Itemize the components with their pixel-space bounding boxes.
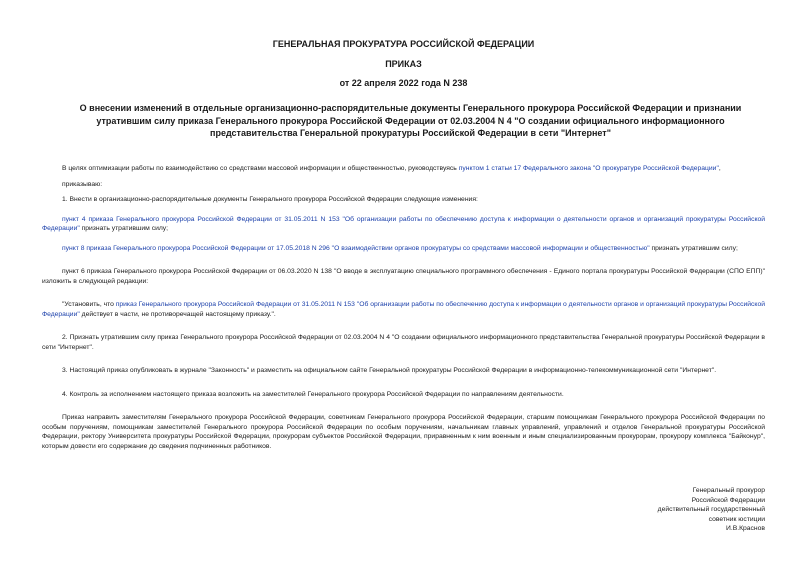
item-3-paragraph: 3. Настоящий приказ опубликовать в журнале "Законность" и разместить на официальном сайте Генеральной прокуратуры Российской Федерации в информационно-телекоммуникационной сети "Интернет". (62, 367, 717, 374)
item-1-1-paragraph (42, 215, 765, 234)
signature-name: И.В.Краснов (726, 525, 765, 533)
item-4-paragraph: 4. Контроль за исполнением настоящего приказа возложить на заместителей Генерального прокурора Российской Федерации по направлениям деятельности. (62, 390, 564, 398)
preamble-text-end: , (718, 165, 721, 172)
document-body (42, 164, 765, 451)
signature-country: Российской Федерации (691, 496, 765, 504)
item-1-3-quote-end: действует в части, не противоречащей настоящему приказу.". (79, 310, 276, 318)
item-1-2-text: признать утратившим силу; (649, 244, 738, 252)
signature-rank-line1: действительный государственный (657, 506, 765, 514)
preamble-text: В целях оптимизации работы по взаимодействию со средствами массовой информации и общественностью, руководствуясь (62, 165, 459, 172)
document-date-number: от 22 апреля 2022 года N 238 (339, 78, 468, 88)
item-1-1-text: признать утратившим силу; (79, 225, 169, 232)
preamble-paragraph (42, 164, 765, 174)
organization-heading: ГЕНЕРАЛЬНАЯ ПРОКУРАТУРА РОССИЙСКОЙ ФЕДЕРАЦИИ (272, 39, 535, 49)
order-153-point-4-link[interactable]: пункт 4 приказа Генерального прокурора Российской Федерации от 31.05.2011 N 153 "Об организации работы по обеспечению доступа к информации о деятельности органов и организаций прокуратуры Российской Федерации" (42, 215, 765, 232)
item-1-3-quote-start: "Установить, что (62, 301, 116, 308)
signature-rank-line2: советник юстиции (708, 515, 765, 523)
document-title: О внесении изменений в отдельные организационно-распорядительные документы Генерального прокурора Российской Федерации и признании утратившим силу приказа Генерального прокурора Российской Федерации от 02.03.2004 N 4 "О создании официального информационного представительства Генеральной прокуратуры Российской Федерации в сети "Интернет" (79, 103, 742, 138)
order-153-link[interactable]: приказ Генерального прокурора Российской Федерации от 31.05.2011 N 153 "Об организации работы по обеспечению доступа к информации о деятельности органов и организаций прокуратуры Российской Федерации" (42, 301, 765, 318)
preamble-law-link[interactable]: пунктом 1 статьи 17 Федерального закона "О прокуратуре Российской Федерации" (458, 165, 719, 172)
item-1-2-paragraph (42, 244, 765, 254)
item-2-paragraph: 2. Признать утратившим силу приказ Генерального прокурора Российской Федерации от 02.03.2004 N 4 "О создании официального информационного представительства Генеральной прокуратуры Российской Федерации в сети "Интернет". (42, 334, 765, 351)
item-1-3-paragraph: пункт 6 приказа Генерального прокурора Российской Федерации от 06.03.2020 N 138 "О вводе в эксплуатацию специального программного обеспечения - Единого портала прокуратуры Российской Федерации (СПО ЕПП)" изложить в следующей редакции: (42, 268, 765, 285)
distribution-paragraph: Приказ направить заместителям Генерального прокурора Российской Федерации, советникам Генерального прокурора Российской Федерации, старшим помощникам Генерального прокурора Российской Федерации по особым поручениям, помощникам заместителей Генерального прокурора Российской Федерации по особым поручениям, начальникам главных управлений, управлений и отделов Генеральной прокуратуры Российской Федерации, ректору Университета прокуратуры Российской Федерации, прокурорам субъектов Российской Федерации, приравненным к ним военным и иным специализированным прокурорам, прокурору комплекса "Байконур", которым довести его содержание до сведения подчиненных работников. (42, 414, 765, 450)
item-1-3-quote-paragraph (42, 300, 765, 319)
order-word: приказываю: (62, 180, 103, 188)
signature-position: Генеральный прокурор (692, 487, 765, 494)
order-296-point-8-link[interactable]: пункт 8 приказа Генерального прокурора Российской Федерации от 17.05.2018 N 296 "О взаимодействии органов прокуратуры со средствами массовой информации и общественностью" (62, 244, 650, 252)
item-1-paragraph: 1. Внести в организационно-распорядительные документы Генерального прокурора Российской Федерации следующие изменения: (62, 196, 478, 203)
document-type-heading: ПРИКАЗ (385, 59, 422, 69)
signature-block (545, 486, 765, 534)
